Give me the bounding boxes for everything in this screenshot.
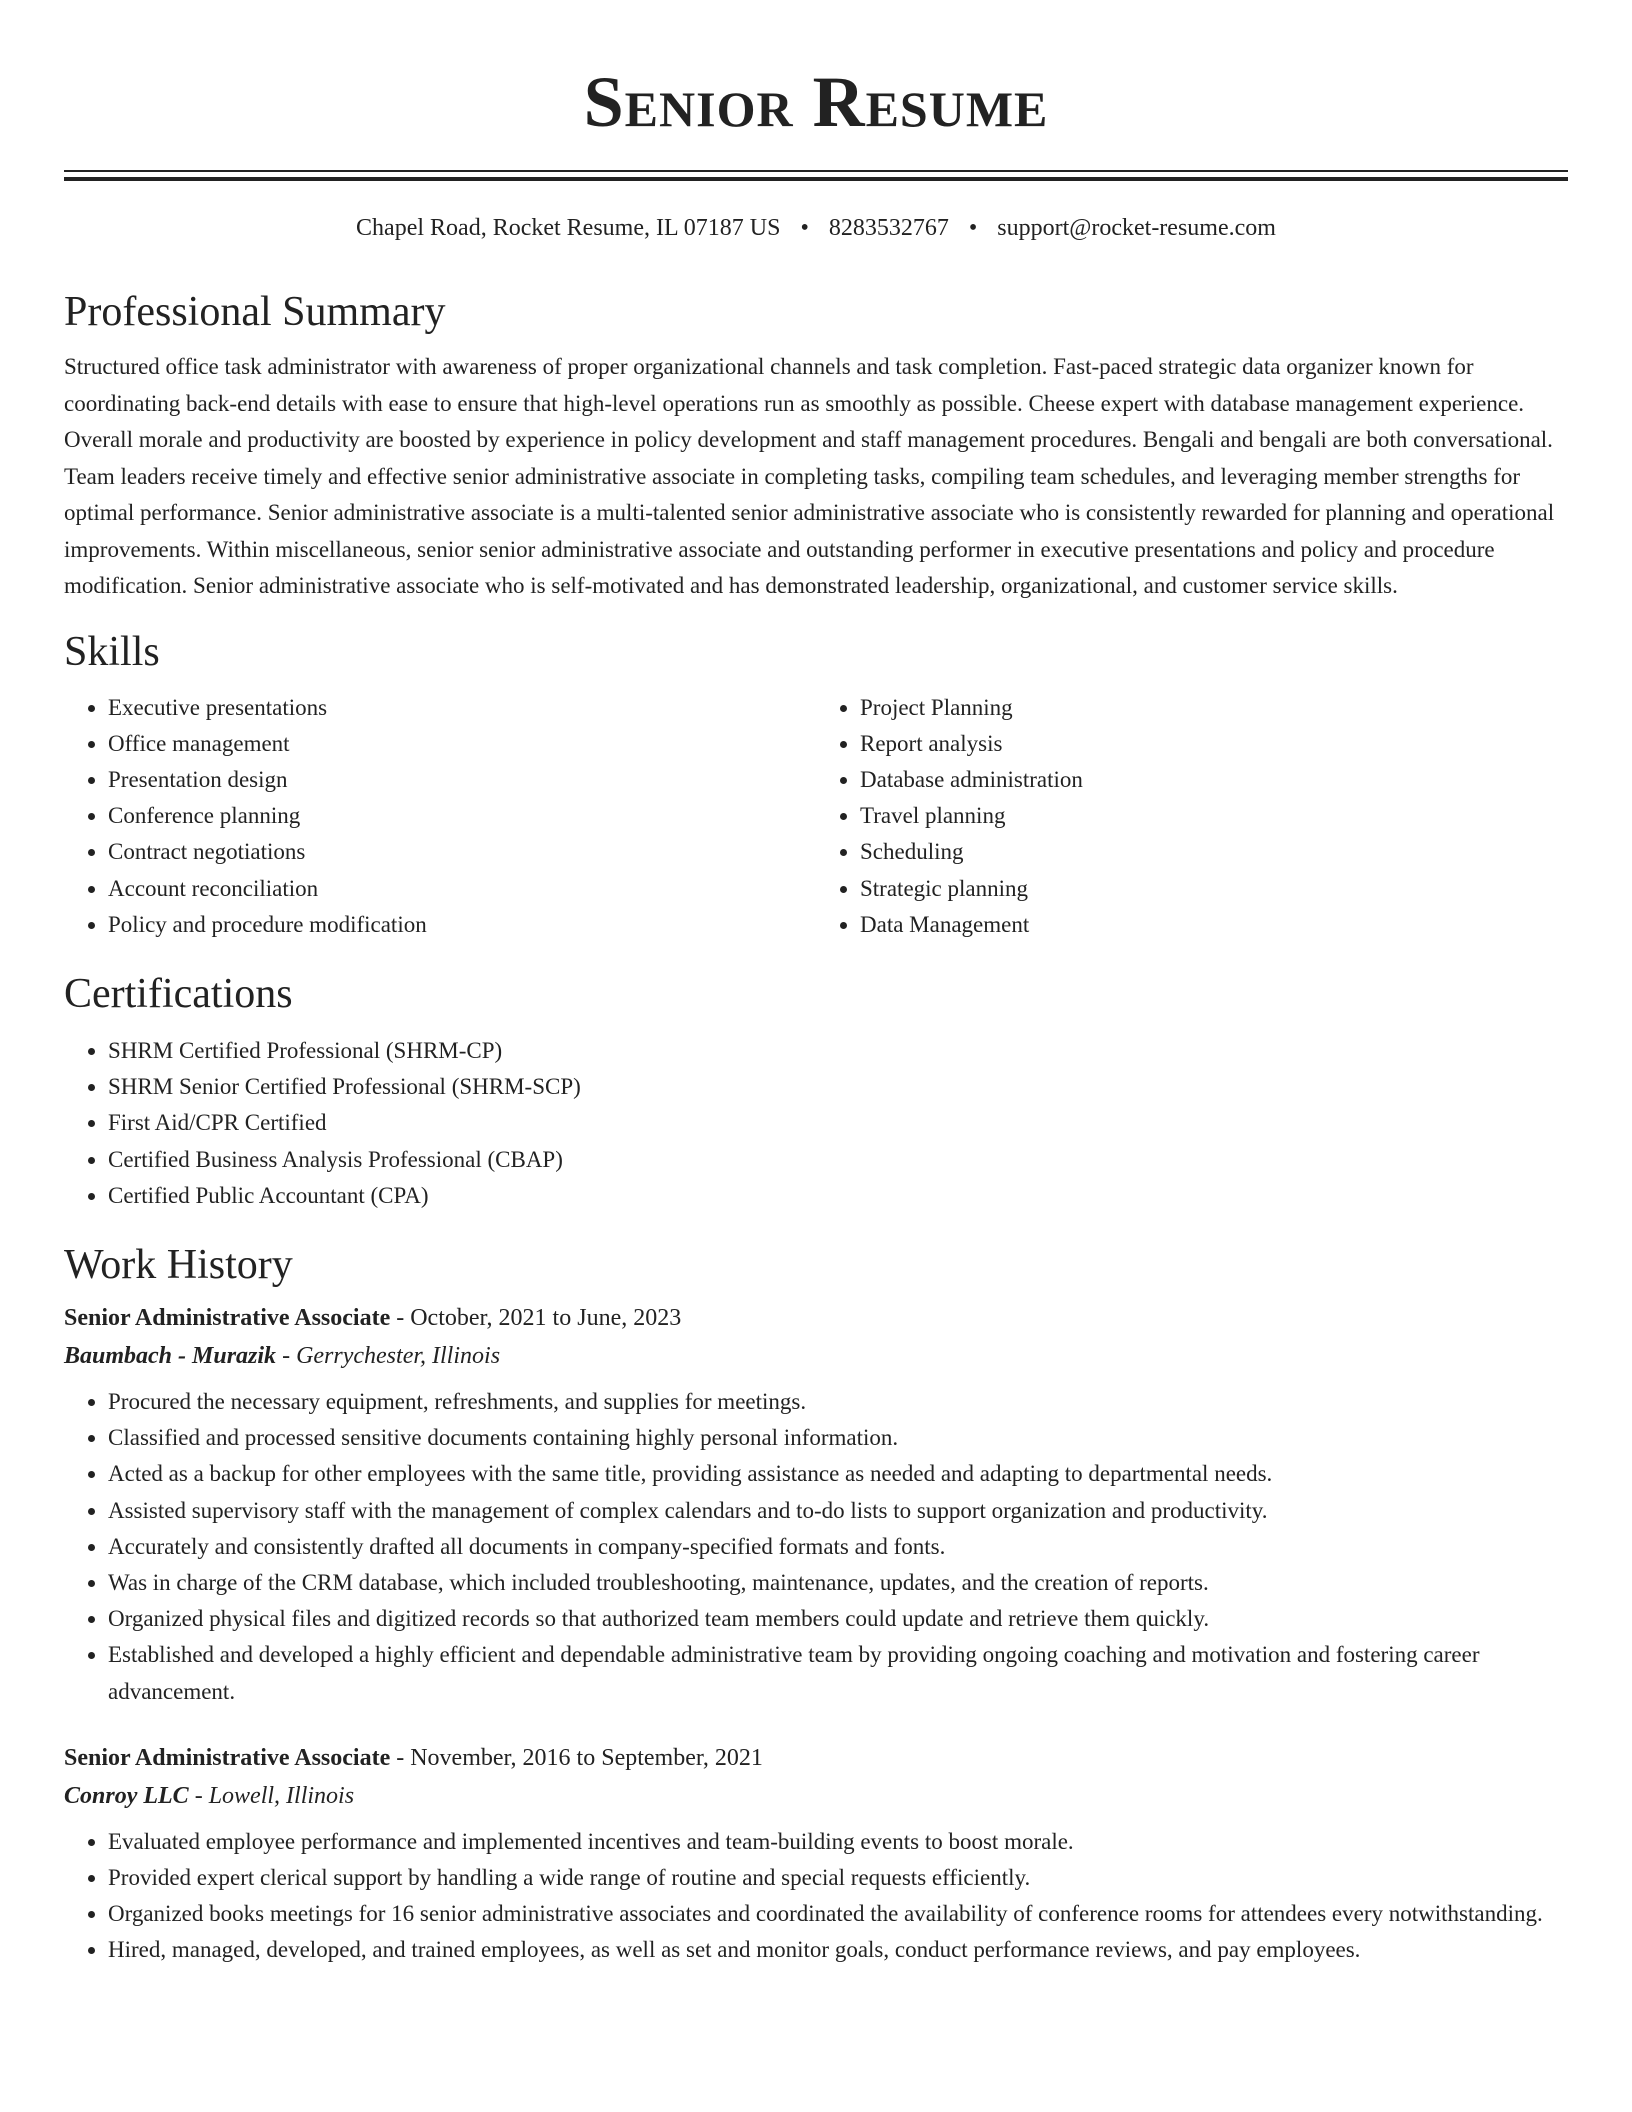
job-bullet: • Assisted supervisory staff with the management of complex calendars and to-do lists to support organization and productivity. xyxy=(108,1493,1568,1529)
certification-item: • SHRM Senior Certified Professional (SHRM-SCP) xyxy=(108,1069,1568,1105)
skill-item: • Strategic planning xyxy=(860,871,1568,907)
job-dates: November, 2016 to September, 2021 xyxy=(410,1744,763,1771)
job-dash: - xyxy=(194,1782,203,1809)
job-title-line xyxy=(64,1300,1568,1336)
job-bullet: • Hired, managed, developed, and trained employees, as well as set and monitor goals, conduct performance reviews, and pay employees. xyxy=(108,1932,1568,1968)
job-location: Lowell, Illinois xyxy=(208,1782,355,1809)
skill-item: • Scheduling xyxy=(860,834,1568,870)
summary-text: Structured office task administrator with awareness of proper organizational channels and task completion. Fast-paced strategic data organizer known for coordinating back-end details with ease to ensure that high-level operations run as smoothly as possible. Cheese expert with database management experience. Overall morale and productivity are boosted by experience in policy development and staff management procedures. Bengali and bengali are both conversational. Team leaders receive timely and effective senior administrative associate in completing tasks, compiling team schedules, and leveraging member strengths for optimal performance. Senior administrative associate is a multi-talented senior administrative associate who is consistently rewarded for planning and operational improvements. Within miscellaneous, senior senior administrative associate and outstanding performer in executive presentations and policy and procedure modification. Senior administrative associate who is self-motivated and has demonstrated leadership, organizational, and customer service skills. xyxy=(64,354,1555,598)
skill-item: • Report analysis xyxy=(860,726,1568,762)
job-title: Senior Administrative Associate xyxy=(64,1304,391,1331)
skills-list-right xyxy=(816,690,1568,943)
skill-item: • Travel planning xyxy=(860,798,1568,834)
job-bullet: • Organized physical files and digitized records so that authorized team members could update and retrieve them quickly. xyxy=(108,1601,1568,1637)
resume-name: Senior Resume xyxy=(583,62,1049,142)
job-company: Conroy LLC xyxy=(64,1782,189,1809)
job-dash: - xyxy=(396,1744,405,1771)
certification-item: • SHRM Certified Professional (SHRM-CP) xyxy=(108,1033,1568,1069)
job-bullet: • Provided expert clerical support by handling a wide range of routine and special requests efficiently. xyxy=(108,1860,1568,1896)
job-entry xyxy=(64,1740,1568,1969)
job-location: Gerrychester, Illinois xyxy=(296,1342,501,1369)
contact-address: Chapel Road, Rocket Resume, IL 07187 US xyxy=(356,215,781,241)
job-dash: - xyxy=(282,1342,291,1369)
job-bullet: • Acted as a backup for other employees with the same title, providing assistance as needed and adapting to departmental needs. xyxy=(108,1456,1568,1492)
job-bullet: • Organized books meetings for 16 senior administrative associates and coordinated the availability of conference rooms for attendees every notwithstanding. xyxy=(108,1896,1568,1932)
job-dash: - xyxy=(396,1304,405,1331)
skill-item: • Executive presentations xyxy=(108,690,816,726)
job-bullet: • Accurately and consistently drafted all documents in company-specified formats and fonts. xyxy=(108,1529,1568,1565)
job-bullets xyxy=(64,1824,1568,1969)
job-bullet: • Was in charge of the CRM database, which included troubleshooting, maintenance, updates, and the creation of reports. xyxy=(108,1565,1568,1601)
skill-item: • Account reconciliation xyxy=(108,871,816,907)
contact-email: support@rocket-resume.com xyxy=(997,215,1276,241)
job-title-line xyxy=(64,1740,1568,1776)
certifications-list xyxy=(64,1033,1568,1214)
skill-item: • Project Planning xyxy=(860,690,1568,726)
summary-heading: Professional Summary xyxy=(64,289,446,335)
skill-item: • Policy and procedure modification xyxy=(108,907,816,943)
certification-item: • Certified Business Analysis Professional (CBAP) xyxy=(108,1142,1568,1178)
skills-heading: Skills xyxy=(64,628,160,675)
work-history-heading: Work History xyxy=(64,1241,293,1288)
contact-line xyxy=(64,213,1568,243)
contact-separator: • xyxy=(968,215,978,241)
contact-phone: 8283532767 xyxy=(828,215,949,241)
job-bullet: • Procured the necessary equipment, refreshments, and supplies for meetings. xyxy=(108,1384,1568,1420)
job-bullet: • Established and developed a highly efficient and dependable administrative team by providing ongoing coaching and motivation and fostering career advancement. xyxy=(108,1637,1568,1709)
header-divider xyxy=(64,170,1568,180)
skill-item: • Presentation design xyxy=(108,762,816,798)
job-company: Baumbach - Murazik xyxy=(64,1342,277,1369)
job-bullet: • Classified and processed sensitive documents containing highly personal information. xyxy=(108,1420,1568,1456)
skills-list-left xyxy=(64,690,816,943)
certification-item: • Certified Public Accountant (CPA) xyxy=(108,1178,1568,1214)
certification-item: • First Aid/CPR Certified xyxy=(108,1105,1568,1141)
skill-item: • Conference planning xyxy=(108,798,816,834)
resume-page xyxy=(64,0,1568,1969)
skill-item: • Database administration xyxy=(860,762,1568,798)
job-company-line xyxy=(64,1776,1568,1816)
skill-item: • Office management xyxy=(108,726,816,762)
skills-columns xyxy=(64,690,1568,943)
skill-item: • Contract negotiations xyxy=(108,834,816,870)
job-entry xyxy=(64,1300,1568,1710)
skill-item: • Data Management xyxy=(860,907,1568,943)
job-company-line xyxy=(64,1336,1568,1376)
job-dates: October, 2021 to June, 2023 xyxy=(410,1304,682,1331)
job-title: Senior Administrative Associate xyxy=(64,1744,391,1771)
job-bullets xyxy=(64,1384,1568,1710)
contact-separator: • xyxy=(800,215,809,241)
job-bullet: • Evaluated employee performance and implemented incentives and team-building events to boost morale. xyxy=(108,1824,1568,1860)
certifications-heading: Certifications xyxy=(64,970,293,1017)
